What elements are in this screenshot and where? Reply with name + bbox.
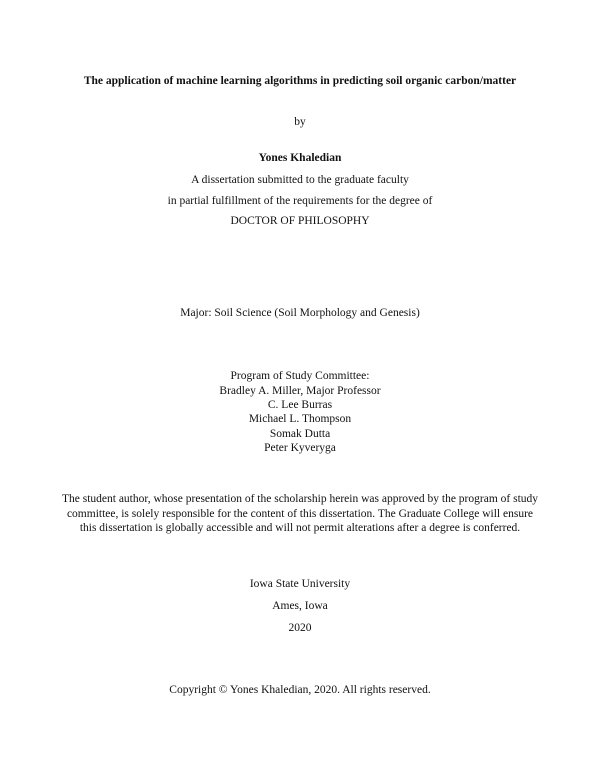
institution: Iowa State University xyxy=(249,578,351,590)
by-label: by xyxy=(294,116,306,128)
location: Ames, Iowa xyxy=(272,600,328,612)
document-title: The application of machine learning algorithms in predicting soil organic carbon/matter xyxy=(83,75,517,87)
copyright-notice: Copyright © Yones Khaledian, 2020. All rights reserved. xyxy=(169,684,431,696)
major: Major: Soil Science (Soil Morphology and Genesis) xyxy=(180,307,420,319)
year: 2020 xyxy=(288,622,312,634)
degree-name: DOCTOR OF PHILOSOPHY xyxy=(230,215,370,227)
committee-member: Somak Dutta xyxy=(269,428,331,440)
author-name: Yones Khaledian xyxy=(258,152,342,164)
submission-line-1: A dissertation submitted to the graduate faculty xyxy=(191,174,409,186)
committee-member: C. Lee Burras xyxy=(267,399,333,411)
author-statement: The student author, whose presentation of the scholarship herein was approved by the program of study committee, is solely responsible for the content of this dissertation. The Graduate College will ensure this dissertation is globally accessible and will not permit alterations after a degree is conferred. xyxy=(61,493,539,535)
submission-line-2: in partial fulfillment of the requirements for the degree of xyxy=(167,195,433,207)
committee-heading: Program of Study Committee: xyxy=(230,370,370,382)
committee-member: Bradley A. Miller, Major Professor xyxy=(219,385,381,397)
committee-member: Michael L. Thompson xyxy=(248,413,352,425)
committee-member: Peter Kyveryga xyxy=(264,442,336,454)
